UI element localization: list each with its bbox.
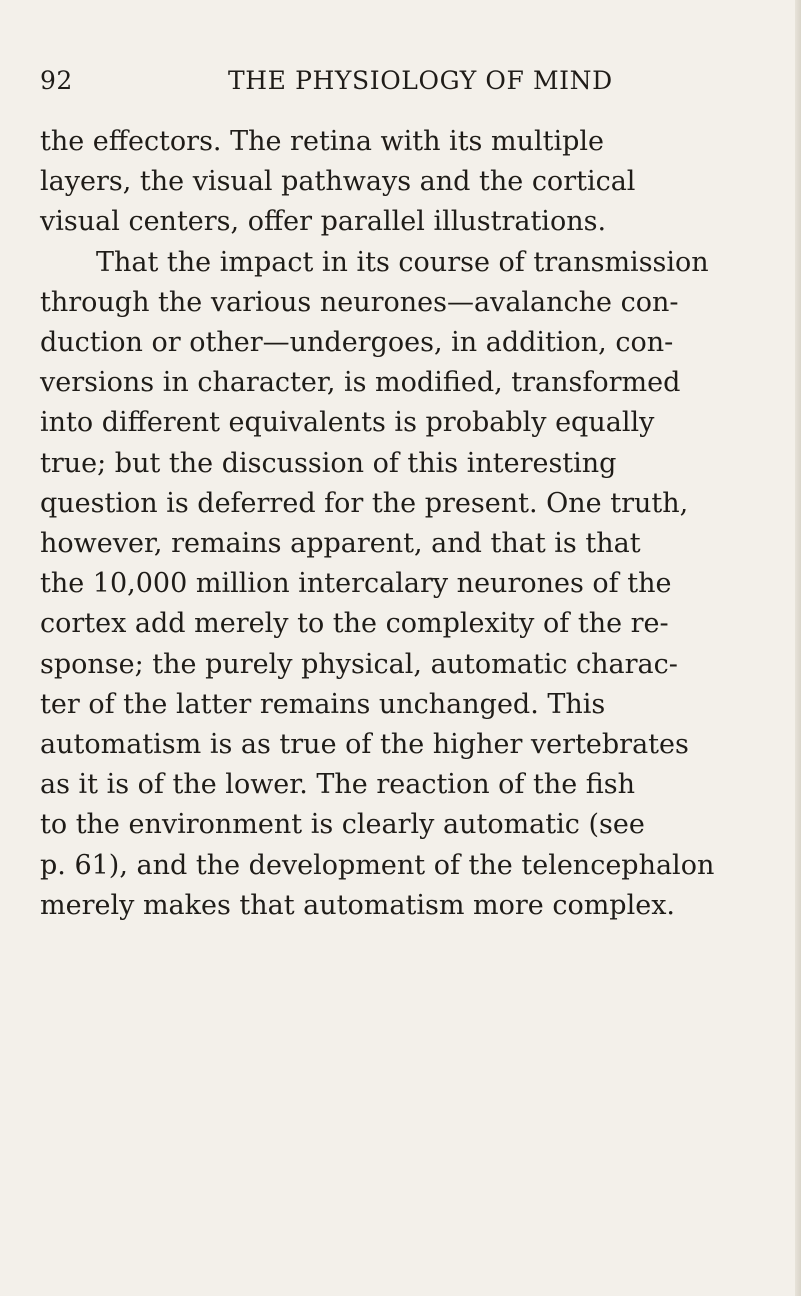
text-line: question is deferred for the present. One truth, [40, 487, 689, 519]
paragraph-1 [40, 122, 784, 243]
text-line: cortex add merely to the complexity of the re- [40, 608, 669, 640]
text-line: duction or other—undergoes, in addition, con- [40, 327, 674, 359]
page-number: 92 [40, 66, 73, 95]
text-line: visual centers, offer parallel illustrations. [40, 206, 607, 238]
text-line: into different equivalents is probably equally [40, 407, 655, 439]
text-line: the 10,000 million intercalary neurones of the [40, 568, 672, 600]
text-line: versions in character, is modified, transformed [40, 367, 681, 399]
text-line: however, remains apparent, and that is that [40, 528, 641, 560]
paragraph-2 [40, 243, 784, 926]
text-line: through the various neurones—avalanche con- [40, 286, 679, 318]
text-line: to the environment is clearly automatic (see [40, 809, 645, 841]
text-line: automatism is as true of the higher vertebrates [40, 729, 689, 761]
body-text [40, 122, 784, 926]
text-line: That the impact in its course of transmission [96, 246, 709, 278]
text-line: true; but the discussion of this interesting [40, 447, 617, 479]
text-line: the effectors. The retina with its multiple [40, 126, 604, 157]
text-line: as it is of the lower. The reaction of the fish [40, 769, 636, 801]
running-head [40, 66, 762, 96]
text-line: p. 61), and the development of the telencephalon [40, 849, 715, 881]
page-title: THE PHYSIOLOGY OF MIND [228, 66, 613, 95]
page-edge [795, 0, 801, 1296]
text-line: merely makes that automatism more complex. [40, 889, 676, 921]
text-line: layers, the visual pathways and the cortical [40, 166, 636, 198]
text-line: ter of the latter remains unchanged. This [40, 688, 606, 720]
text-line: sponse; the purely physical, automatic charac- [40, 648, 678, 680]
